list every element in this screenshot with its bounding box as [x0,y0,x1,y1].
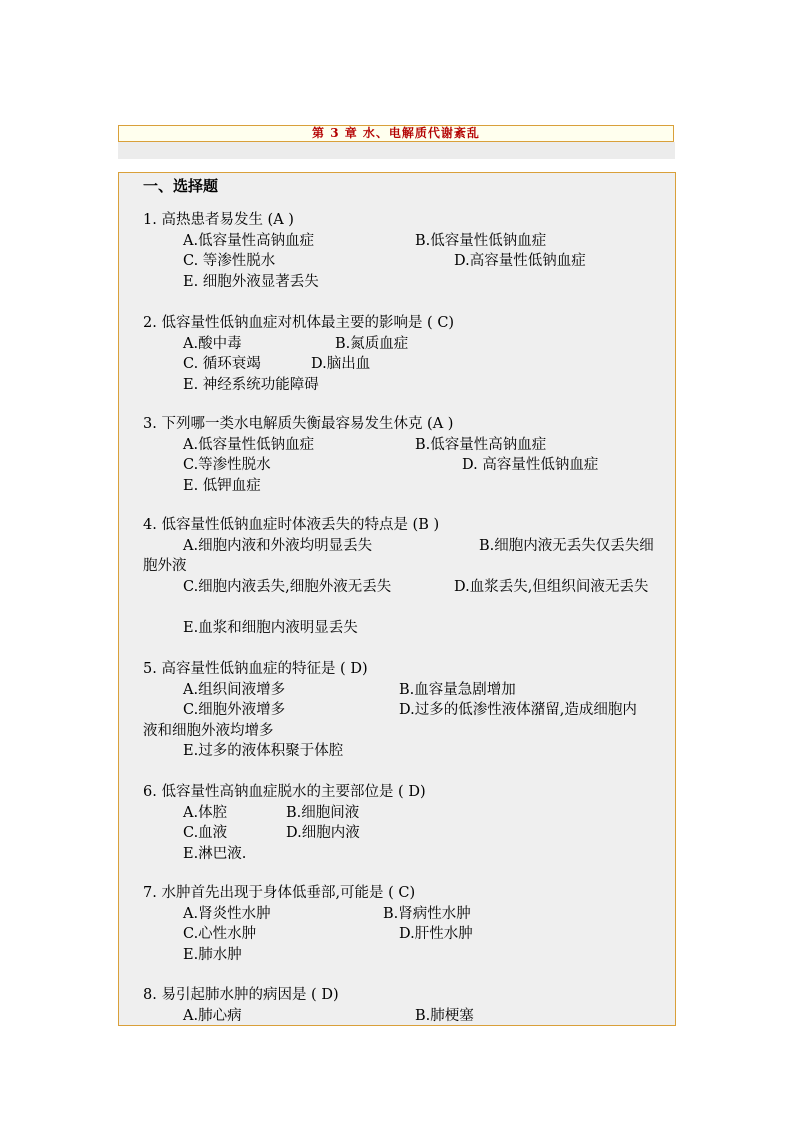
option-d: D.肝性水肿 [399,926,473,943]
section-title: 一、选择题 [143,177,219,195]
question-stem: 3. 下列哪一类水电解质失衡最容易发生休克 (A ) [143,416,454,432]
option-e: E. 神经系统功能障碍 [183,376,319,393]
option-a: A.组织间液增多 [183,681,286,698]
option-a: A.细胞内液和外液均明显丢失 [183,537,373,554]
question-stem: 6. 低容量性高钠血症脱水的主要部位是 ( D) [143,784,426,800]
question-3 [143,414,673,496]
question-stem: 5. 高容量性低钠血症的特征是 ( D) [143,661,368,677]
option-d: D.血浆丢失,但组织间液无丢失 [454,578,649,595]
question-stem: 2. 低容量性低钠血症对机体最主要的影响是 ( C) [143,315,455,331]
option-b: B.血容量急剧增加 [399,681,516,698]
option-d: D.过多的低渗性液体潴留,造成细胞内 [399,702,637,719]
option-e: E.血浆和细胞内液明显丢失 [183,619,358,636]
question-stem: 1. 高热患者易发生 (A ) [143,212,294,228]
question-4 [143,515,673,639]
option-b-continued: 胞外液 [143,558,187,575]
option-e: E. 低钾血症 [183,477,261,494]
option-a: A.低容量性低钠血症 [183,436,315,453]
option-d: D.高容量性低钠血症 [454,253,586,270]
question-7 [143,883,673,965]
option-a: A.肾炎性水肿 [183,905,271,922]
option-b: B.肾病性水肿 [383,905,471,922]
option-d-continued: 液和细胞外液均增多 [143,722,274,739]
option-a: A.低容量性高钠血症 [183,232,315,249]
question-2 [143,313,673,395]
option-e: E.肺水肿 [183,946,242,963]
option-e: E. 细胞外液显著丢失 [183,273,319,290]
option-c: C. 循环衰竭 [183,356,261,373]
question-stem: 7. 水肿首先出现于身体低垂部,可能是 ( C) [143,885,416,901]
title-shadow-band [118,142,675,159]
option-d: D. 高容量性低钠血症 [462,457,599,474]
option-a: A.酸中毒 [183,335,242,352]
option-e: E.过多的液体积聚于体腔 [183,743,344,760]
option-c: C. 等渗性脱水 [183,253,276,270]
option-b: B.低容量性低钠血症 [415,232,547,249]
option-c: C.细胞外液增多 [183,702,286,719]
option-a: A.肺心病 [183,1007,242,1024]
option-b: B.氮质血症 [335,335,409,352]
question-stem: 8. 易引起肺水肿的病因是 ( D) [143,987,339,1003]
option-c: C.血液 [183,825,228,842]
option-d: D.细胞内液 [286,825,360,842]
content-panel [118,172,676,1026]
question-6 [143,782,673,864]
option-b: B.肺梗塞 [415,1007,474,1024]
option-c: C.心性水肿 [183,926,257,943]
option-d: D.脑出血 [311,356,371,373]
option-b: B.细胞内液无丢失仅丢失细 [479,537,654,554]
option-c: C.等渗性脱水 [183,457,271,474]
option-b: B.低容量性高钠血症 [415,436,547,453]
question-1 [143,210,673,292]
option-b: B.细胞间液 [286,804,360,821]
question-stem: 4. 低容量性低钠血症时体液丢失的特点是 (B ) [143,517,440,533]
question-8 [143,985,673,1026]
question-5 [143,659,673,762]
option-e: E.淋巴液. [183,845,247,862]
chapter-title: 第 3 章 水、电解质代谢紊乱 [118,125,674,142]
option-c: C.细胞内液丢失,细胞外液无丢失 [183,578,392,595]
option-a: A.体腔 [183,804,228,821]
